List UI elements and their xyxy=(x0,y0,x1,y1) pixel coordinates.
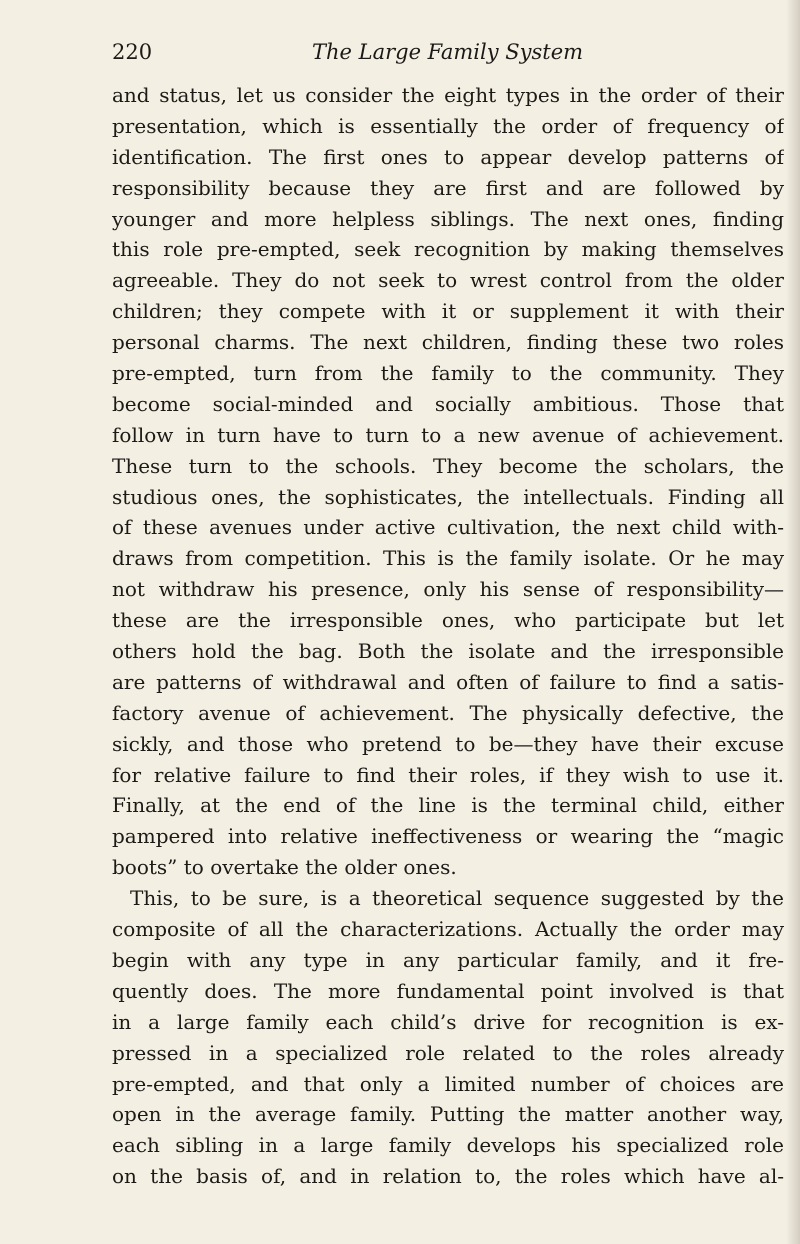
text-line: each sibling in a large family develops his specialized role xyxy=(112,1133,784,1158)
text-line: of these avenues under active cultivation, the next child with- xyxy=(112,515,784,540)
text-line: presentation, which is essentially the order of frequency of xyxy=(112,113,784,138)
text-line: pressed in a specialized role related to the roles already xyxy=(112,1040,784,1065)
text-line: not withdraw his presence, only his sense of responsibility— xyxy=(112,577,784,602)
text-line: others hold the bag. Both the isolate and the irresponsible xyxy=(112,639,784,664)
text-line: quently does. The more fundamental point involved is that xyxy=(112,978,784,1003)
paragraph-first-line: This, to be sure, is a theoretical sequence suggested by the xyxy=(130,886,784,911)
text-line: pre-empted, and that only a limited number of choices are xyxy=(112,1071,784,1096)
text-line: responsibility because they are first and are followed by xyxy=(112,175,784,200)
text-line: pre-empted, turn from the family to the community. They xyxy=(112,361,784,386)
text-line: draws from competition. This is the family isolate. Or he may xyxy=(112,546,784,571)
text-line: these are the irresponsible ones, who participate but let xyxy=(112,608,784,633)
text-line: this role pre-empted, seek recognition by making themselves xyxy=(112,237,784,262)
text-line: become social-minded and socially ambitious. Those that xyxy=(112,391,784,416)
text-line: sickly, and those who pretend to be—they have their excuse xyxy=(112,731,784,756)
text-line: pampered into relative ineffectiveness or wearing the “magic xyxy=(112,824,784,849)
running-header xyxy=(112,36,784,68)
text-line: follow in turn have to turn to a new avenue of achievement. xyxy=(112,422,784,447)
text-line: studious ones, the sophisticates, the intellectuals. Finding all xyxy=(112,484,784,509)
text-line: begin with any type in any particular family, and it fre- xyxy=(112,947,784,972)
text-line: open in the average family. Putting the matter another way, xyxy=(112,1102,784,1127)
text-line: are patterns of withdrawal and often of failure to find a satis- xyxy=(112,669,784,694)
text-line: personal charms. The next children, finding these two roles xyxy=(112,330,784,355)
text-line: Finally, at the end of the line is the terminal child, either xyxy=(112,793,784,818)
running-title: The Large Family System xyxy=(312,40,584,64)
text-line: on the basis of, and in relation to, the roles which have al- xyxy=(112,1164,784,1189)
text-line: agreeable. They do not seek to wrest control from the older xyxy=(112,268,784,293)
text-line: factory avenue of achievement. The physically defective, the xyxy=(112,700,784,725)
text-line: identification. The first ones to appear develop patterns of xyxy=(112,144,784,169)
paragraph-end-line: boots” to overtake the older ones. xyxy=(112,855,457,880)
text-line: children; they compete with it or supplement it with their xyxy=(112,299,784,324)
text-line: composite of all the characterizations. Actually the order may xyxy=(112,917,784,942)
body-text xyxy=(112,80,784,1192)
text-line: and status, let us consider the eight types in the order of their xyxy=(112,83,784,107)
text-line: These turn to the schools. They become the scholars, the xyxy=(112,453,784,478)
text-line: for relative failure to find their roles, if they wish to use it. xyxy=(112,762,784,787)
page-edge-shadow xyxy=(786,0,800,1244)
text-line: in a large family each child’s drive for recognition is ex- xyxy=(112,1009,784,1034)
page-number: 220 xyxy=(112,40,153,64)
text-line: younger and more helpless siblings. The next ones, finding xyxy=(112,206,784,231)
